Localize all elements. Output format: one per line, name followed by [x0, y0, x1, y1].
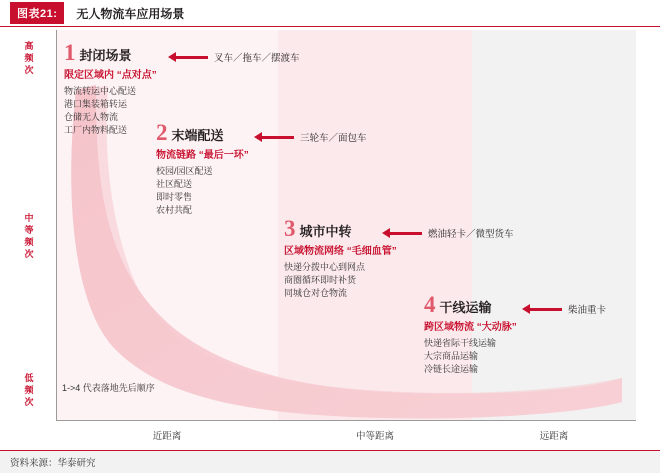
arrow-left-icon [522, 304, 562, 314]
scenario-3-bullets [284, 261, 397, 300]
list-item: 商圈循环即时补货 [284, 275, 357, 285]
scenario-2-heading [156, 122, 249, 144]
scenario-2-name: 末端配送 [171, 128, 224, 143]
list-item: 大宗商品运输 [424, 351, 479, 361]
diagram-canvas [56, 30, 636, 420]
list-item: 冷链长途运输 [424, 364, 479, 374]
scenario-2-subtitle: 物流链路 “最后一环” [156, 150, 249, 161]
scenario-1-vehicle-callout [168, 50, 300, 64]
scenario-1-vehicles: 叉车／拖车／摆渡车 [214, 53, 300, 64]
scenario-1-name: 封闭场景 [79, 48, 132, 63]
list-item: 校园/园区配送 [156, 166, 213, 176]
figure-number: 图表21: [10, 2, 64, 24]
arrow-left-icon [168, 52, 208, 62]
scenario-block-3 [284, 218, 397, 300]
y-axis-line [56, 30, 57, 420]
scenario-block-2 [156, 122, 249, 217]
y-axis-label-low: 低 频 次 [24, 373, 34, 407]
y-axis-label-high: 高 频 次 [24, 41, 34, 75]
list-item: 仓储无人物流 [64, 112, 119, 122]
x-axis-label-far: 远距离 [539, 431, 569, 442]
list-item: 快递省际干线运输 [424, 338, 497, 348]
scenario-1-number: 1 [64, 40, 76, 65]
page-title: 无人物流车应用场景 [76, 6, 185, 21]
list-item: 工厂内物料配送 [64, 125, 128, 135]
list-item: 社区配送 [156, 179, 193, 189]
arrow-left-icon [254, 132, 294, 142]
scenario-1-subtitle: 限定区域内 “点对点” [64, 70, 157, 81]
scenario-3-name: 城市中转 [299, 224, 352, 239]
scenario-3-subtitle: 区域物流网络 “毛细血管” [284, 246, 397, 257]
scenario-4-name: 干线运输 [439, 300, 492, 315]
scenario-4-subtitle: 跨区域物流 “大动脉” [424, 322, 517, 333]
list-item: 同城仓对仓物流 [284, 288, 348, 298]
scenario-4-number: 4 [424, 292, 436, 317]
scenario-2-vehicles: 三轮车／面包车 [300, 133, 367, 144]
diagram-footnote: 1->4 代表落地先后顺序 [62, 383, 155, 393]
scenario-3-heading [284, 218, 397, 240]
scenario-4-vehicles: 柴油重卡 [568, 305, 607, 316]
scenario-3-number: 3 [284, 216, 296, 241]
scenario-3-vehicles: 燃油轻卡／微型货车 [428, 229, 514, 240]
y-axis-label-medium: 中 等 频 次 [24, 213, 34, 259]
scenario-1-bullets [64, 85, 157, 137]
scenario-2-number: 2 [156, 120, 168, 145]
list-item: 物流转运中心配送 [64, 86, 137, 96]
scenario-block-4 [424, 294, 517, 376]
list-item: 港口集装箱转运 [64, 99, 128, 109]
scenario-1-heading [64, 42, 157, 64]
source-bar [0, 450, 660, 473]
x-axis-label-medium: 中等距离 [355, 431, 394, 442]
x-axis-line [56, 420, 636, 421]
x-axis-label-near: 近距离 [152, 431, 182, 442]
chart-header [0, 0, 660, 27]
list-item: 即时零售 [156, 192, 193, 202]
list-item: 快递分拨中心到网点 [284, 262, 366, 272]
scenario-2-vehicle-callout [254, 130, 367, 144]
list-item: 农村共配 [156, 205, 193, 215]
scenario-block-1 [64, 42, 157, 137]
scenario-2-bullets [156, 165, 249, 217]
scenario-4-vehicle-callout [522, 302, 606, 316]
scenario-3-vehicle-callout [382, 226, 514, 240]
scenario-4-heading [424, 294, 517, 316]
scenario-4-bullets [424, 337, 517, 376]
source-text: 资料来源：华泰研究 [10, 458, 96, 469]
arrow-left-icon [382, 228, 422, 238]
